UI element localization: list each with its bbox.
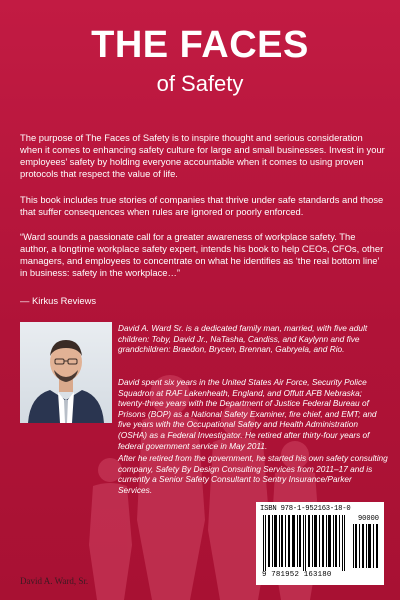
- review-attribution: — Kirkus Reviews: [20, 295, 97, 306]
- author-bio-paragraph: David spent six years in the United States Air Force, Security Police Squadron at RAF Lakenheath, England, and Offutt AFB Nebraska; twenty-three years with the Department of Justice Federal Bureau of Prisons (BOP) as a National Safety Examiner, fire chief, and EMT; and five years with the Occupational Safety and Health Administration (OSHA) as a Federal Investigator. He retired after thirty-four years of federal government service in May 2011.: [118, 377, 377, 451]
- barcode-bars: [261, 515, 349, 571]
- description-paragraph: This book includes true stories of companies that thrive under safe standards and those that suffer consequences when rules are ignored or poorly enforced.: [20, 194, 384, 217]
- price-code: 90000: [357, 515, 379, 523]
- isbn-label: ISBN 978-1-952163-18-0: [260, 505, 351, 513]
- barcode-digits: 9 781952 163180: [262, 571, 332, 579]
- review-quote: “Ward sounds a passionate call for a greater awareness of workplace safety. The author, a longtime workplace safety expert, intends his book to help CEOs, CFOs, other managers, and employees to concentrate on what he identifies as ‘the real bottom line’ in business: safety in the workplace…”: [20, 231, 384, 278]
- description-paragraph: The purpose of The Faces of Safety is to inspire thought and serious consideration when it comes to enhancing safety culture for large and small businesses. Invest in your employees’ safety by holding everyone accountable when it comes to using proven protocols that respect the value of life.: [20, 132, 385, 179]
- cover-title: THE FACES: [91, 24, 309, 66]
- author-signature: David A. Ward, Sr.: [20, 576, 89, 586]
- price-barcode-bars: [352, 524, 380, 568]
- author-bio-paragraph: After he retired from the government, he started his own safety consulting company, Safety By Design Consulting Services from 2011–17 and is currently a Senior Safety Consultant to Sentry Insurance/Parker Services.: [118, 453, 388, 495]
- cover-subtitle: of Safety: [156, 71, 244, 96]
- author-photo: [20, 322, 112, 423]
- isbn-barcode: [256, 502, 384, 585]
- author-bio-paragraph: David A. Ward Sr. is a dedicated family man, married, with five adult children: Toby, David Jr., NaTasha, Candiss, and Kaylynn and five grandchildren: Braedon, Brycen, Brennan, Gabryela, and Rio.: [118, 323, 368, 355]
